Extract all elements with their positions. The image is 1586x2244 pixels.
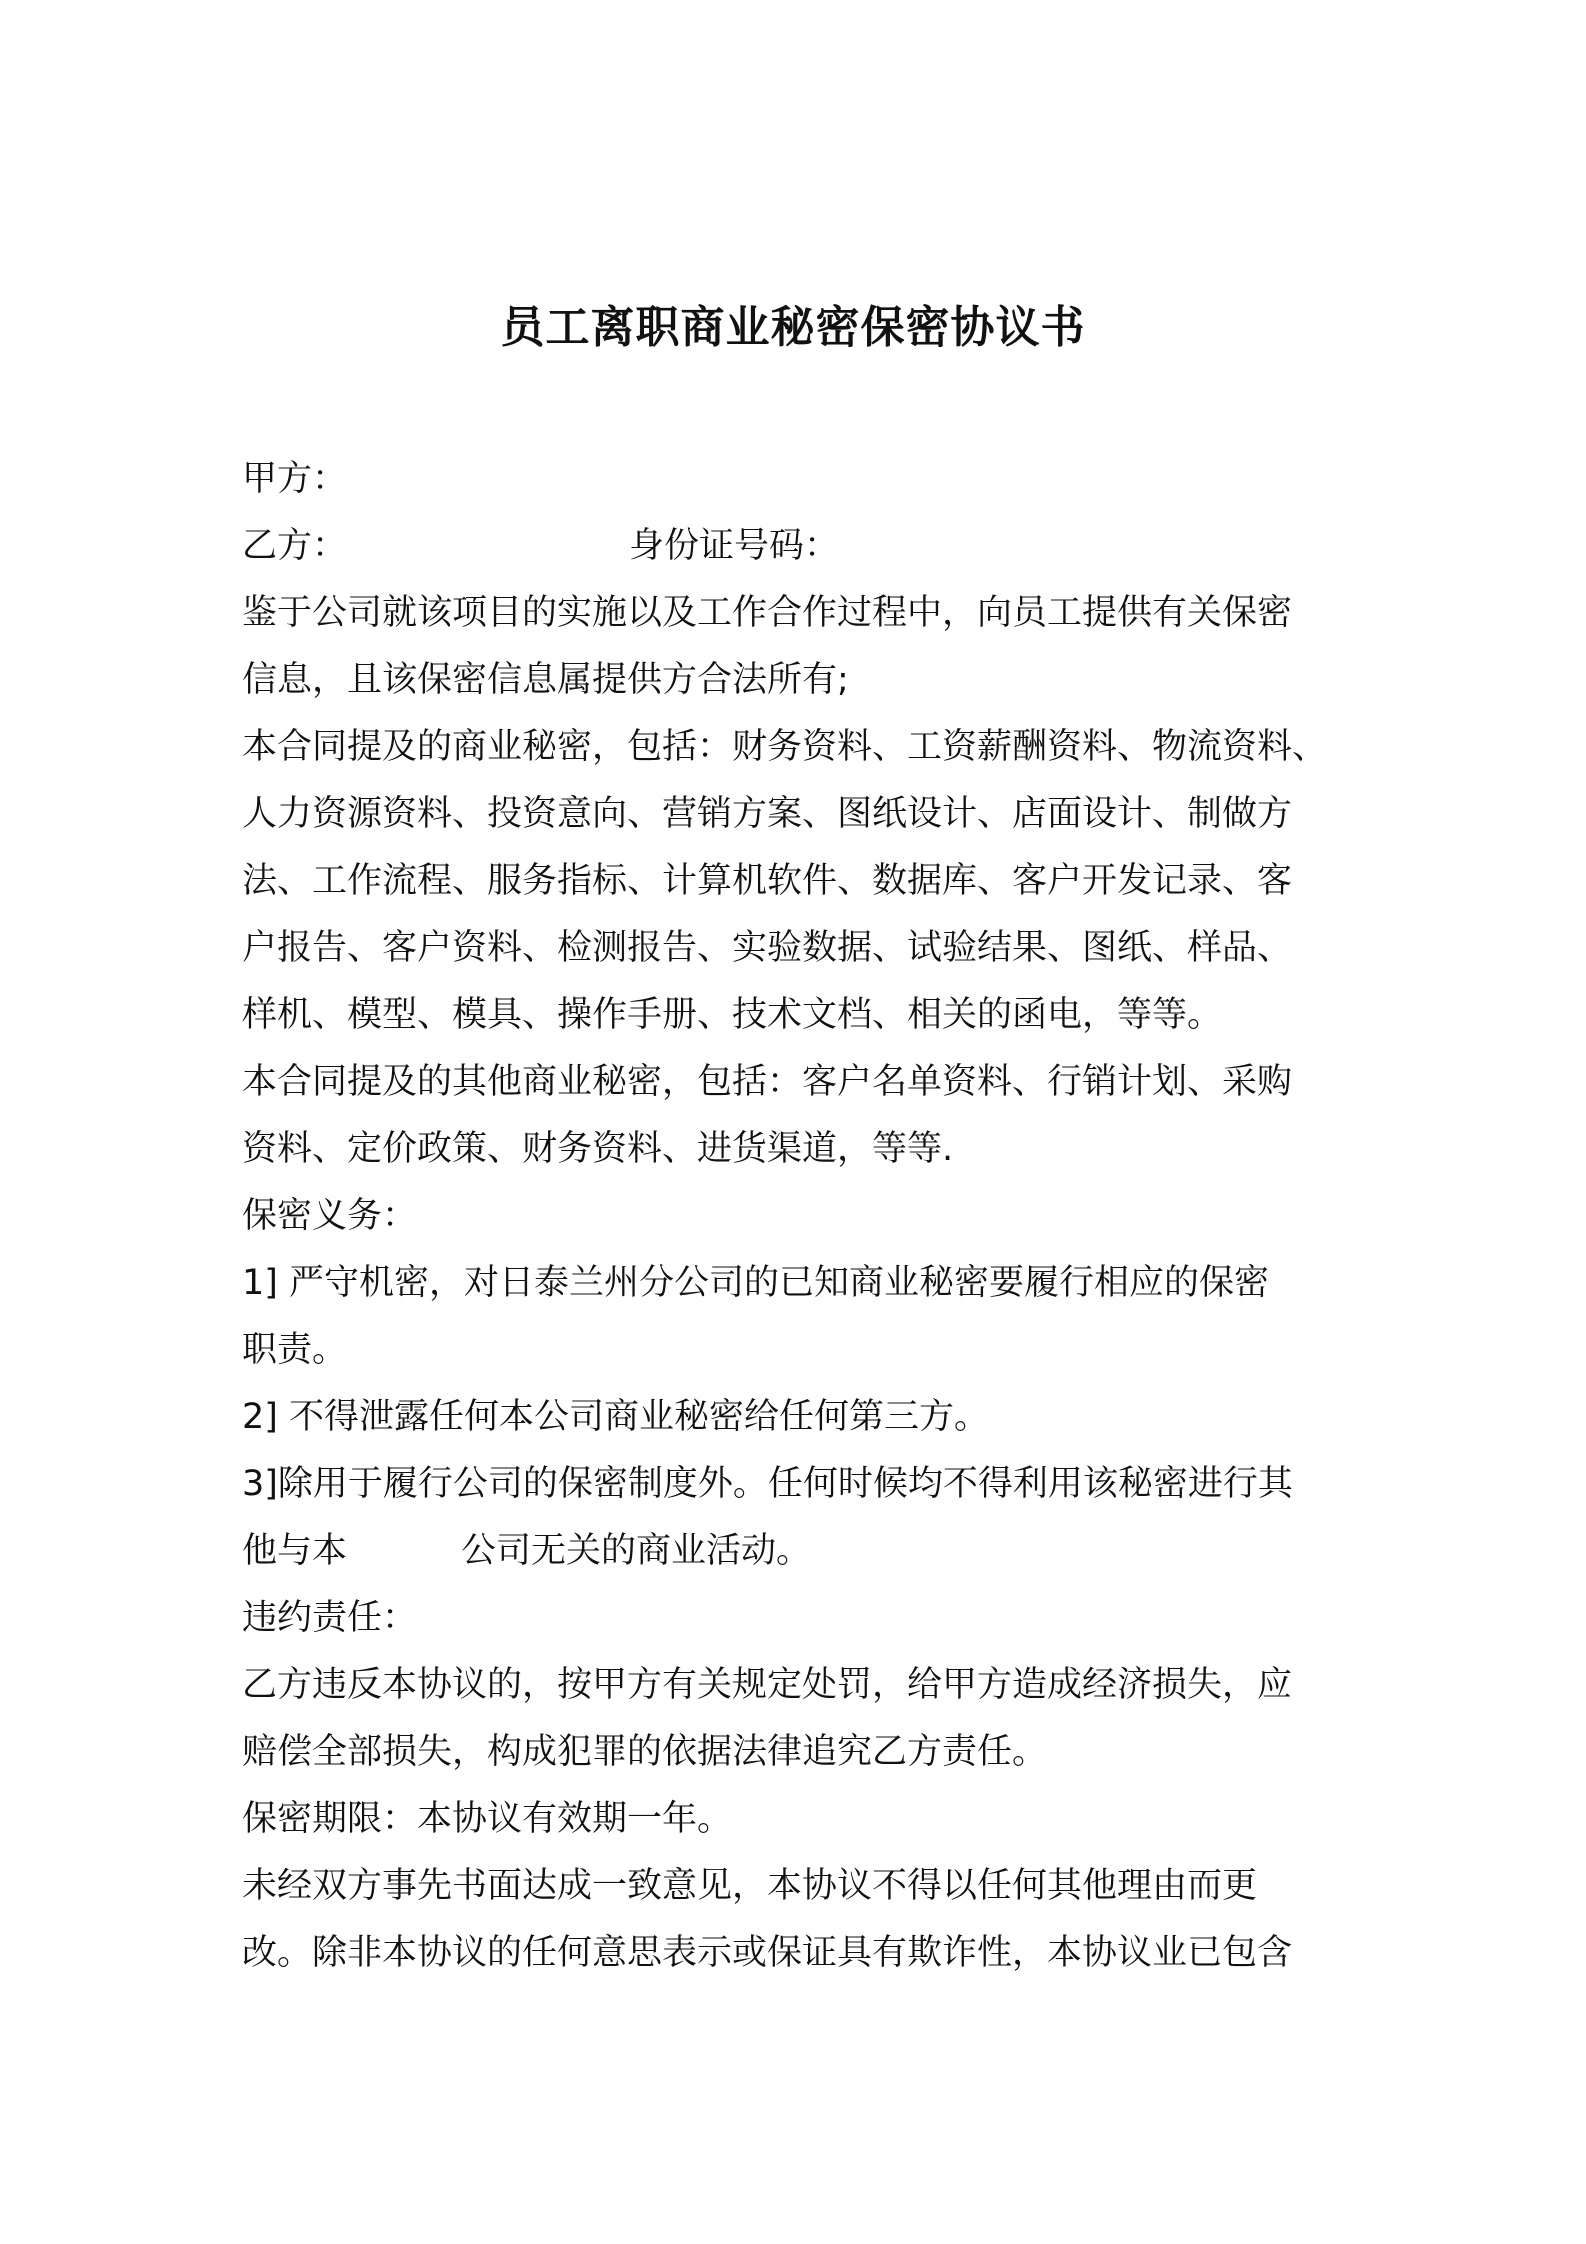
duty-1-line: 1] 严守机密，对日泰兰州分公司的已知商业秘密要履行相应的保密 bbox=[242, 1263, 1270, 1303]
secrets-line: 样机、模型、模具、操作手册、技术文档、相关的函电，等等。 bbox=[242, 995, 1223, 1035]
duty-3-text-end: 公司无关的商业活动。 bbox=[461, 1531, 812, 1571]
secrets-line: 本合同提及的商业秘密，包括：财务资料、工资薪酬资料、物流资料、 bbox=[242, 727, 1328, 767]
intro-line: 信息，且该保密信息属提供方合法所有; bbox=[242, 660, 849, 700]
party-b-label: 乙方： bbox=[242, 526, 348, 566]
party-b-line bbox=[242, 513, 1354, 580]
term-line: 保密期限：本协议有效期一年。 bbox=[242, 1799, 733, 1839]
duty-3-line: 3]除用于履行公司的保密制度外。任何时候均不得利用该秘密进行其 bbox=[242, 1464, 1293, 1504]
secrets-line: 户报告、客户资料、检测报告、实验数据、试验结果、图纸、样品、 bbox=[242, 928, 1293, 968]
other-secrets-line: 本合同提及的其他商业秘密，包括：客户名单资料、行销计划、采购 bbox=[242, 1062, 1293, 1102]
final-line: 改。除非本协议的任何意思表示或保证具有欺诈性，本协议业已包含 bbox=[242, 1933, 1293, 1973]
party-a-line: 甲方： bbox=[242, 459, 348, 499]
breach-line: 赔偿全部损失，构成犯罪的依据法律追究乙方责任。 bbox=[242, 1732, 1048, 1772]
secrets-line: 人力资源资料、投资意向、营销方案、图纸设计、店面设计、制做方 bbox=[242, 794, 1293, 834]
breach-line: 乙方违反本协议的，按甲方有关规定处罚，给甲方造成经济损失，应 bbox=[242, 1665, 1293, 1705]
document-title: 员工离职商业秘密保密协议书 bbox=[500, 302, 1086, 353]
duty-heading: 保密义务： bbox=[242, 1196, 418, 1236]
document-body bbox=[242, 446, 1354, 1987]
duty-1-line: 职责。 bbox=[242, 1330, 348, 1370]
duty-3-text-start: 他与本 bbox=[242, 1531, 348, 1571]
secrets-line: 法、工作流程、服务指标、计算机软件、数据库、客户开发记录、客 bbox=[242, 861, 1293, 901]
id-number-label: 身份证号码： bbox=[629, 526, 840, 566]
breach-heading: 违约责任： bbox=[242, 1598, 418, 1638]
duty-3-line bbox=[242, 1518, 1354, 1585]
final-line: 未经双方事先书面达成一致意见，本协议不得以任何其他理由而更 bbox=[242, 1866, 1258, 1906]
other-secrets-line: 资料、定价政策、财务资料、进货渠道，等等. bbox=[242, 1129, 954, 1169]
intro-line: 鉴于公司就该项目的实施以及工作合作过程中，向员工提供有关保密 bbox=[242, 593, 1293, 633]
duty-2-line: 2] 不得泄露任何本公司商业秘密给任何第三方。 bbox=[242, 1397, 990, 1437]
